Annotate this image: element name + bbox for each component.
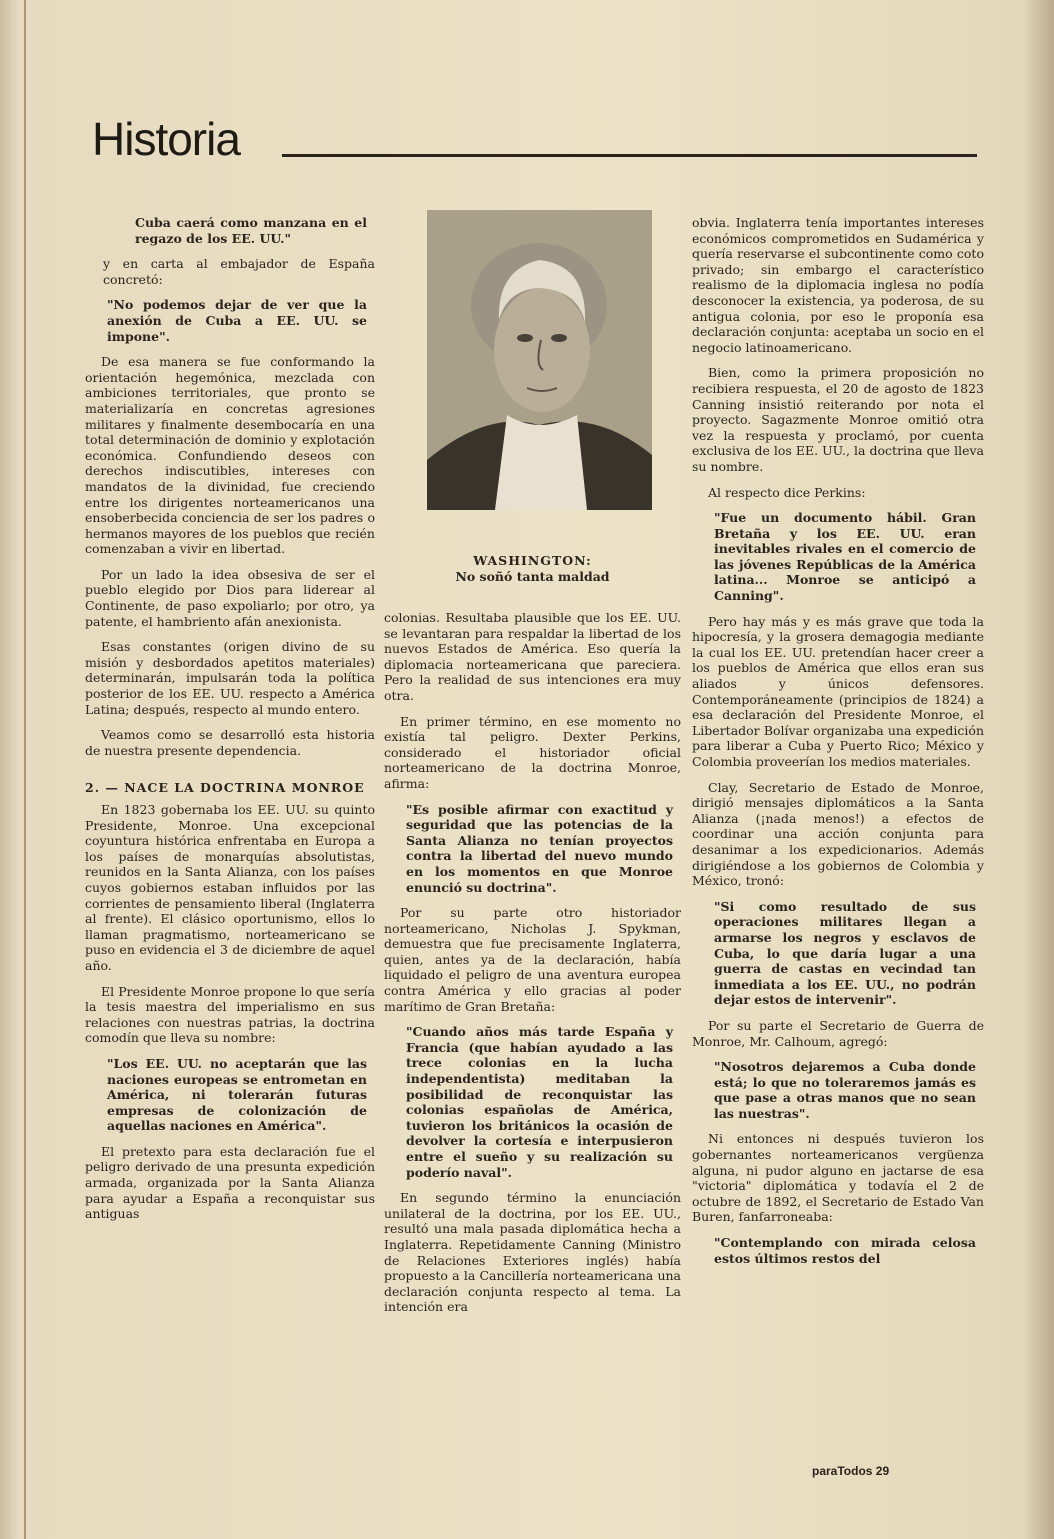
paragraph: y en carta al embajador de España concretó: [103, 256, 375, 287]
paragraph: De esa manera se fue conformando la orientación hegemónica, mezclada con ambiciones territoriales, que pronto se materializaría en concretas agresiones militares y finalmente desembocaría en una total determinación de dominio y explotación económica. Confundiendo deseos con derechos indiscutibles, intereses con mandatos de la divinidad, fue creciendo entre los dirigentes norteamericanos una ensoberbecida conciencia de ser los padres o hermanos mayores de los pueblos que recién comenzaban a vivir en libertad. [85, 354, 375, 557]
paragraph: obvia. Inglaterra tenía importantes intereses económicos comprometidos en Sudamérica y quería reservarse el subcontinente como coto privado; sin embargo el característico realismo de la diplomacia inglesa no podía desconocer la existencia, ya poderosa, de su antigua colonia, por eso le proponía esa declaración conjunta: aceptaba un socio en el negocio latinoamericano. [692, 215, 984, 355]
quote: "Si como resultado de sus operaciones militares llegan a armarse los negros y esclavos de Cuba, lo que daría lugar a una guerra de castas en vecindad tan inmediata a los EE. UU., no podrán dejar estos de intervenir". [714, 898, 976, 1008]
photo-caption [384, 553, 681, 585]
paragraph: Esas constantes (origen divino de su misión y desbordados apetitos materiales) determinarán, impulsarán toda la política posterior de los EE. UU. respecto a América Latina; después, respecto al mundo entero. [85, 639, 375, 717]
paragraph: El pretexto para esta declaración fue el peligro derivado de una presunta expedición armada, organizada por la Santa Alianza para ayudar a España a reconquistar sus antiguas [85, 1143, 375, 1222]
paragraph: Por su parte otro historiador norteamericano, Nicholas J. Spykman, demuestra que fue precisamente Inglaterra, quien, antes ya de la declaración, había liquidado el peligro de una aventura europea contra América y ello gracias al poder marítimo de Gran Bretaña: [384, 905, 681, 1014]
quote: "Contemplando con mirada celosa estos últimos restos del [714, 1235, 976, 1266]
paragraph: Cuba caerá como manzana en el regazo de los EE. UU." [135, 215, 367, 246]
paragraph: Por su parte el Secretario de Guerra de Monroe, Mr. Calhoum, agregó: [692, 1017, 984, 1049]
paragraph: En primer término, en ese momento no existía tal peligro. Dexter Perkins, considerado el historiador oficial norteamericano de la doctrina Monroe, afirma: [384, 713, 681, 791]
washington-portrait [427, 210, 652, 510]
paragraph: El Presidente Monroe propone lo que sería la tesis maestra del imperialismo en sus relaciones con nuestras patrias, la doctrina comodín que lleva su nombre: [85, 983, 375, 1046]
quote: "Los EE. UU. no aceptarán que las naciones europeas se entrometan en América, ni tolerarán futuras empresas de colonización de aquellas naciones en América". [107, 1055, 367, 1134]
caption-title: WASHINGTON: [473, 553, 592, 568]
title-rule [282, 154, 977, 157]
column-1 [85, 215, 375, 1232]
quote: "Cuando años más tarde España y Francia (que habían ayudado a las trece colonias en la lucha independentista) meditaban la posibilidad de reconquistar las colonias españolas de América, tuvieron los británicos la ocasión de devolver la cortesía e interpusieron entre el sueño y su realización su poderío naval". [406, 1024, 673, 1180]
paragraph: Bien, como la primera proposición no recibiera respuesta, el 20 de agosto de 1823 Canning insistió reiterando por nota el proyecto. Sagazmente Monroe omitió otra vez la respuesta y proclamó, por cuenta exclusiva de los EE. UU., la doctrina que lleva su nombre. [692, 365, 984, 474]
paragraph: Pero hay más y es más grave que toda la hipocresía, y la grosera demagogia mediante la cual los EE. UU. pretendían hacer creer a los pueblos de América que ellos eran sus aliados y únicos defensores. Contemporáneamente (principios de 1824) a esa declaración del Presidente Monroe, el Libertador Bolívar organizaba una expedición para liberar a Cuba y Puerto Rico; México y Colombia proveerían los medios materiales. [692, 613, 984, 769]
page-footer: paraTodos 29 [812, 1464, 890, 1478]
column-3 [692, 215, 984, 1276]
paragraph: Ni entonces ni después tuvieron los gobernantes norteamericanos vergüenza alguna, ni pudor alguno en jactarse de esa "victoria" diplomática y todavía el 2 de octubre de 1892, el Secretario de Estado Van Buren, fanfarroneaba: [692, 1131, 984, 1225]
quote: "No podemos dejar de ver que la anexión de Cuba a EE. UU. se impone". [107, 297, 367, 344]
paragraph: En segundo término la enunciación unilateral de la doctrina, por los EE. UU., resultó una mala pasada diplomática hecha a Inglaterra. Repetidamente Canning (Ministro de Relaciones Exteriores inglés) había propuesto a la Cancillería norteamericana una declaración conjunta respecto al tema. La intención era [384, 1190, 681, 1315]
portrait-illustration [427, 210, 652, 510]
section-title: Historia [92, 113, 240, 165]
quote: "Es posible afirmar con exactitud y seguridad que las potencias de la Santa Alianza no tenían proyectos contra la libertad del nuevo mundo en los momentos en que Monroe enunció su doctrina". [406, 801, 673, 895]
paragraph: colonias. Resultaba plausible que los EE. UU. se levantaran para respaldar la libertad de los nuevos Estados de América. Eso quería la diplomacia norteamericana que pareciera. Pero la realidad de sus intenciones era muy otra. [384, 610, 681, 703]
caption-subtitle: No soñó tanta maldad [455, 569, 610, 584]
paragraph: Veamos como se desarrolló esta historia de nuestra presente dependencia. [85, 727, 375, 758]
quote: "Nosotros dejaremos a Cuba donde está; lo que no toleraremos jamás es que pase a otras manos que no sean las nuestras". [714, 1059, 976, 1121]
quote: "Fue un documento hábil. Gran Bretaña y los EE. UU. eran inevitables rivales en el comercio de las jóvenes Repúblicas de la América latina... Monroe se anticipó a Canning". [714, 510, 976, 604]
paragraph: Al respecto dice Perkins: [708, 484, 866, 500]
section-header [92, 112, 977, 172]
column-2 [384, 610, 681, 1325]
binding-edge [24, 0, 26, 1539]
section-heading: 2. — NACE LA DOCTRINA MONROE [85, 780, 365, 796]
paragraph: Por un lado la idea obsesiva de ser el pueblo elegido por Dios para liderear al Continente, de paso expoliarlo; por otro, ya patente, el hambriento afán anexionista. [85, 566, 375, 629]
paragraph: Clay, Secretario de Estado de Monroe, dirigió mensajes diplomáticos a la Santa Alianza (¡nada menos!) a efectos de coordinar una acción conjunta para desanimar a los expedicionarios. Además dirigiéndose a los gobiernos de Colombia y México, tronó: [692, 779, 984, 889]
paragraph: En 1823 gobernaba los EE. UU. su quinto Presidente, Monroe. Una excepcional coyuntura histórica enfrentaba en Europa a los países de monarquías absolutistas, reunidos en la Santa Alianza, con los países cuyos gobiernos estaban influidos por las corrientes de pensamiento liberal (Inglaterra al frente). El clásico oportunismo, ellos lo llaman pragmatismo, norteamericano se puso en evidencia el 3 de diciembre de aquel año. [85, 802, 375, 973]
